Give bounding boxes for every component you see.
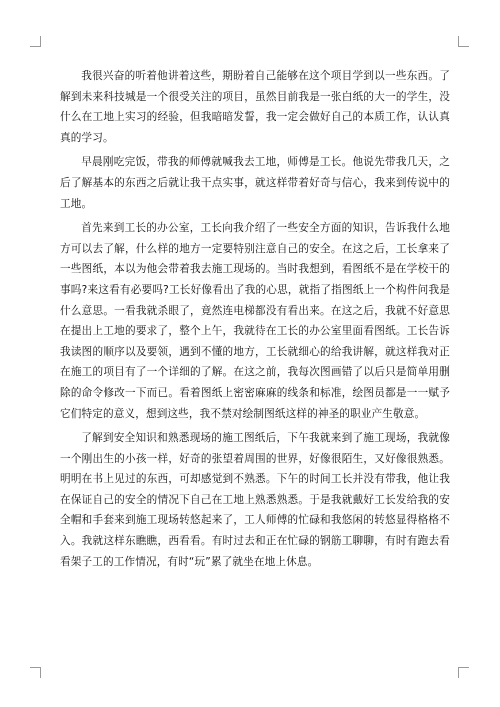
crop-mark-bottom-left xyxy=(30,667,41,678)
paragraph: 我很兴奋的听着他讲着这些，期盼着自己能够在这个项目学到以一些东西。了解到未来科技城是一个很受关注的项目，虽然目前我是一张白纸的大一的学生，没什么在工地上实习的经验，但我暗暗发誓，我一定会做好自己的本质工作，认认真真的学习。 xyxy=(60,70,450,144)
crop-mark-bottom-right xyxy=(458,667,469,678)
crop-mark-top-right xyxy=(458,36,469,47)
document-body xyxy=(60,66,450,576)
crop-mark-top-left xyxy=(30,36,41,47)
paragraph: 了解到安全知识和熟悉现场的施工图纸后，下午我就来到了施工现场，我就像一个刚出生的小孩一样，好奇的张望着周围的世界，好像很陌生，又好像很熟悉。明明在书上见过的东西，可却感觉到不熟悉。下午的时间工长并没有带我，他让我在保证自己的安全的情况下自己在工地上熟悉熟悉。于是我就戴好工长发给我的安全帽和手套来到施工现场转悠起来了，工人师傅的忙碌和我悠闲的转悠显得格格不入。我就这样东瞧瞧，西看看。有时过去和正在忙碌的钢筋工聊聊，有时有跑去看看架子工的工作情况，有时“玩”累了就坐在地上休息。 xyxy=(60,432,450,568)
paragraph: 首先来到工长的办公室，工长向我介绍了一些安全方面的知识，告诉我什么地方可以去了解，什么样的地方一定要特别注意自己的安全。在这之后，工长拿来了一些图纸，本以为他会带着我去施工现场的。当时我想到，看图纸不是在学校干的事吗?来这看有必要吗?工长好像看出了我的心思，就指了指图纸上一个构件问我是什么意思。一看我就杀眼了，竟然连电梯都没有看出来。在这之后，我就不好意思在提出上工地的要求了，整个上午，我就待在工长的办公室里面看图纸。工长告诉我读图的顺序以及要领，遇到不懂的地方，工长就细心的给我讲解，就这样我对正在施工的项目有了一个详细的了解。在这之前，我每次图画错了以后只是简单用删除的命令修改一下而已。看着图纸上密密麻麻的线条和标准，绘图员都是一一赋予它们特定的意义，想到这些，我不禁对绘制图纸这样的神圣的职业产生敬意。 xyxy=(60,222,450,420)
paragraph: 早晨刚吃完饭，带我的师傅就喊我去工地，师傅是工长。他说先带我几天，之后了解基本的东西之后就让我干点实事，就这样带着好奇与信心，我来到传说中的工地。 xyxy=(60,156,450,210)
